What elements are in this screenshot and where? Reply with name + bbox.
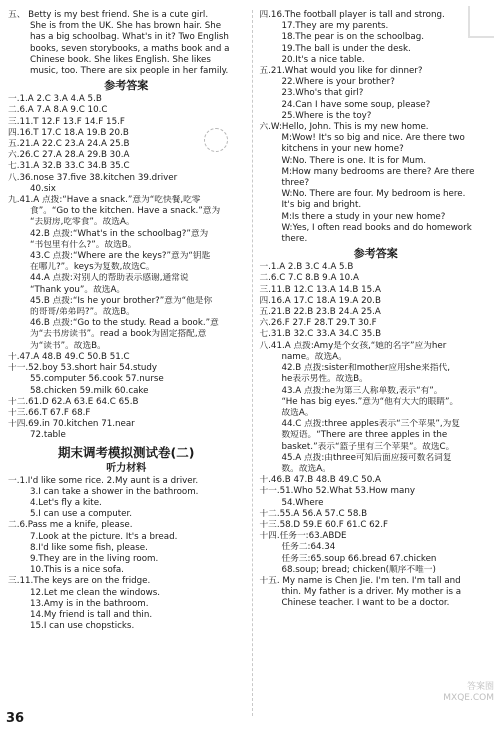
- text-line: he表示男性。故选B。: [281, 374, 368, 385]
- text-line: 7.Look at the picture. It's a bread.: [30, 531, 178, 542]
- text-line: 9.They are in the living room.: [30, 553, 159, 564]
- stamp-mark: [204, 128, 228, 152]
- text-line: 23.Who's that girl?: [281, 88, 364, 99]
- text-line: 43.C 点拨:“Where are the keys?”意为“钥匙: [30, 251, 211, 262]
- text-line: 19.The ball is under the desk.: [281, 43, 411, 54]
- text-line: 二.6.Pass me a knife, please.: [8, 520, 133, 531]
- text-line: 20.It's a nice table.: [281, 54, 365, 65]
- text-line: 40.six: [30, 183, 56, 194]
- text-line: 十四.任务一:63.ABDE: [259, 531, 347, 542]
- text-line: 五.21.A 22.C 23.A 24.A 25.B: [8, 139, 130, 150]
- text-line: 44.A 点拨:对别人的帮助表示感谢,通常说: [30, 273, 189, 284]
- text-line: W:Yes, I often read books and do homework: [281, 222, 472, 233]
- answer-list-right: [259, 262, 492, 609]
- answer-heading-right: 参考答案: [353, 247, 398, 261]
- text-line: basket.”表示“篮子里有三个苹果”。故选C。: [281, 441, 455, 452]
- text-line: 10.This is a nice sofa.: [30, 565, 124, 576]
- text-line: 三.11.The keys are on the fridge.: [8, 576, 151, 587]
- text-line: 45.A 点拨:由three可知后面应接可数名词复: [281, 452, 452, 463]
- text-line: 十三.58.D 59.E 60.F 61.C 62.F: [259, 519, 388, 530]
- text-line: 十四.69.in 70.kitchen 71.near: [8, 419, 135, 430]
- answer-page: [8, 10, 492, 716]
- text-line: 七.31.A 32.B 33.C 34.B 35.C: [8, 161, 130, 172]
- text-line: 三.11.T 12.F 13.F 14.F 15.F: [8, 116, 125, 127]
- text-line: 72.table: [30, 430, 66, 441]
- text-line: 十五. My name is Chen Jie. I'm ten. I'm tall and: [259, 575, 461, 586]
- text-line: 24.Can I have some soup, please?: [281, 99, 431, 110]
- text-line: 八.36.nose 37.five 38.kitchen 39.driver: [8, 172, 178, 183]
- listening-list-continued: [259, 10, 492, 245]
- text-line: “He has big eyes.”意为“他有大大的眼睛”。: [281, 396, 459, 407]
- text-line: 43.A 点拨:he为第三人称单数,表示“有”。: [281, 385, 443, 396]
- text-line: there.: [281, 234, 308, 245]
- text-line: 为“去书房读书”。read a book为固定搭配,意: [30, 329, 207, 340]
- text-line: 十二.55.A 56.A 57.C 58.B: [259, 508, 368, 519]
- text-line: 54.Where: [281, 497, 324, 508]
- text-line: 58.chicken 59.milk 60.cake: [30, 385, 149, 396]
- answer-heading-left: 参考答案: [104, 79, 149, 93]
- text-line: 六.W:Hello, John. This is my new home.: [259, 122, 429, 133]
- text-line: 故选A。: [281, 407, 314, 418]
- text-line: has a big schoolbag. What's in it? Two English: [30, 32, 229, 43]
- right-column: [252, 10, 492, 716]
- text-line: 数短语。“There are three apples in the: [281, 430, 448, 441]
- text-line: 十一.51.Who 52.What 53.How many: [259, 486, 415, 497]
- text-line: kitchens in your new home?: [281, 144, 404, 155]
- text-line: 一.1.A 2.C 3.A 4.A 5.B: [8, 94, 102, 105]
- text-line: 13.Amy is in the bathroom.: [30, 598, 149, 609]
- exam-title: 期末调考模拟测试卷(二): [58, 444, 195, 460]
- text-line: 12.Let me clean the windows.: [30, 587, 160, 598]
- text-line: W:No. There are four. My bedroom is here.: [281, 189, 466, 200]
- text-line: 四.16.A 17.C 18.A 19.A 20.B: [259, 295, 381, 306]
- text-line: 二.6.A 7.A 8.A 9.C 10.C: [8, 105, 108, 116]
- watermark: 答案圈 MXQE.COM: [443, 682, 494, 703]
- text-line: “去厨房,吃零食”。故选A。: [30, 217, 135, 228]
- text-line: 15.I can use chopsticks.: [30, 621, 135, 632]
- text-line: M:Wow! It's so big and nice. Are there two: [281, 133, 465, 144]
- text-line: 四.16.The football player is tall and strong.: [259, 10, 445, 20]
- text-line: 十.47.A 48.B 49.C 50.B 51.C: [8, 351, 130, 362]
- page-number: 36: [6, 711, 25, 726]
- text-line: 十三.66.T 67.F 68.F: [8, 407, 91, 418]
- text-line: music, too. There are six people in her family.: [30, 66, 229, 77]
- text-line: 任务三:65.soup 66.bread 67.chicken: [281, 553, 437, 564]
- text-line: 四.16.T 17.C 18.A 19.B 20.B: [8, 127, 129, 138]
- text-line: 一.1.A 2.B 3.C 4.A 5.B: [259, 262, 354, 273]
- text-line: 42.B 点拨:“What's in the schoolbag?”意为: [30, 228, 209, 239]
- listening-title: 听力材料: [106, 462, 147, 474]
- text-line: Chinese teacher. I want to be a doctor.: [281, 598, 450, 609]
- text-line: M:Is there a study in your new home?: [281, 211, 446, 222]
- text-line: 五.21.What would you like for dinner?: [259, 66, 423, 77]
- text-line: 17.They are my parents.: [281, 21, 389, 32]
- text-line: 为“读书”。故选B。: [30, 340, 106, 351]
- text-line: 45.B 点拨:“Is he your brother?”意为“他是你: [30, 295, 213, 306]
- text-line: 4.Let's fly a kite.: [30, 497, 102, 508]
- text-line: 食”。“Go to the kitchen. Have a snack.”意为: [30, 206, 221, 217]
- text-line: 十.46.B 47.B 48.B 49.C 50.A: [259, 475, 381, 486]
- text-line: 44.C 点拨:three apples表示“三个苹果”,为复: [281, 419, 461, 430]
- left-column: [8, 10, 244, 716]
- text-line: 九.41.A 点拨:“Have a snack.”意为“吃快餐,吃零: [8, 195, 201, 206]
- passage-betty: [8, 10, 244, 77]
- text-line: She is from the UK. She has brown hair. She: [30, 21, 222, 32]
- text-line: “Thank you”。故选A。: [30, 284, 126, 295]
- text-line: books, seven storybooks, a maths book and a: [30, 43, 230, 54]
- text-line: 46.B 点拨:“Go to the study. Read a book.”意: [30, 318, 219, 329]
- text-line: thin. My father is a driver. My mother is a: [281, 587, 462, 598]
- text-line: 数。故选A。: [281, 463, 331, 474]
- text-line: 68.soup; bread; chicken(顺序不唯一): [281, 564, 436, 575]
- text-line: 八.41.A 点拨:Amy是个女孩,“她的名字”应为her: [259, 340, 447, 351]
- text-line: 一.1.I'd like some rice. 2.My aunt is a driver.: [8, 475, 199, 486]
- text-line: “书包里有什么?”。故选B。: [30, 239, 137, 250]
- text-line: W:No. There is one. It is for Mum.: [281, 155, 427, 166]
- text-line: 七.31.B 32.C 33.A 34.C 35.B: [259, 329, 382, 340]
- text-line: 在哪儿?”。keys为复数,故选C。: [30, 262, 155, 273]
- text-line: three?: [281, 178, 310, 189]
- text-line: 五.21.B 22.B 23.B 24.A 25.A: [259, 307, 381, 318]
- text-line: 十一.52.boy 53.short hair 54.study: [8, 363, 158, 374]
- text-line: 14.My friend is tall and thin.: [30, 609, 153, 620]
- text-line: It's big and bright.: [281, 200, 362, 211]
- text-line: M:How many bedrooms are there? Are there: [281, 166, 475, 177]
- text-line: 六.26.C 27.A 28.A 29.B 30.A: [8, 150, 130, 161]
- text-line: 十二.61.D 62.A 63.E 64.C 65.B: [8, 396, 139, 407]
- text-line: 的哥哥/弟弟吗?”。故选B。: [30, 307, 135, 318]
- text-line: 55.computer 56.cook 57.nurse: [30, 374, 164, 385]
- text-line: 3.I can take a shower in the bathroom.: [30, 486, 199, 497]
- text-line: name。故选A。: [281, 351, 347, 362]
- text-line: 三.11.B 12.C 13.A 14.B 15.A: [259, 284, 381, 295]
- text-line: Chinese book. She likes English. She likes: [30, 54, 211, 65]
- text-line: 六.26.F 27.F 28.T 29.T 30.F: [259, 318, 377, 329]
- text-line: 8.I'd like some fish, please.: [30, 542, 148, 553]
- text-line: 二.6.C 7.C 8.B 9.A 10.A: [259, 273, 359, 284]
- text-line: 任务二:64.34: [281, 542, 336, 553]
- text-line: 5.I can use a computer.: [30, 509, 133, 520]
- text-line: 22.Where is your brother?: [281, 77, 395, 88]
- text-line: 五、 Betty is my best friend. She is a cute girl.: [8, 10, 209, 20]
- text-line: 42.B 点拨:sister和mother应用she来指代,: [281, 363, 450, 374]
- listening-list: [8, 476, 244, 633]
- text-line: 25.Where is the toy?: [281, 110, 372, 121]
- text-line: 18.The pear is on the schoolbag.: [281, 32, 424, 43]
